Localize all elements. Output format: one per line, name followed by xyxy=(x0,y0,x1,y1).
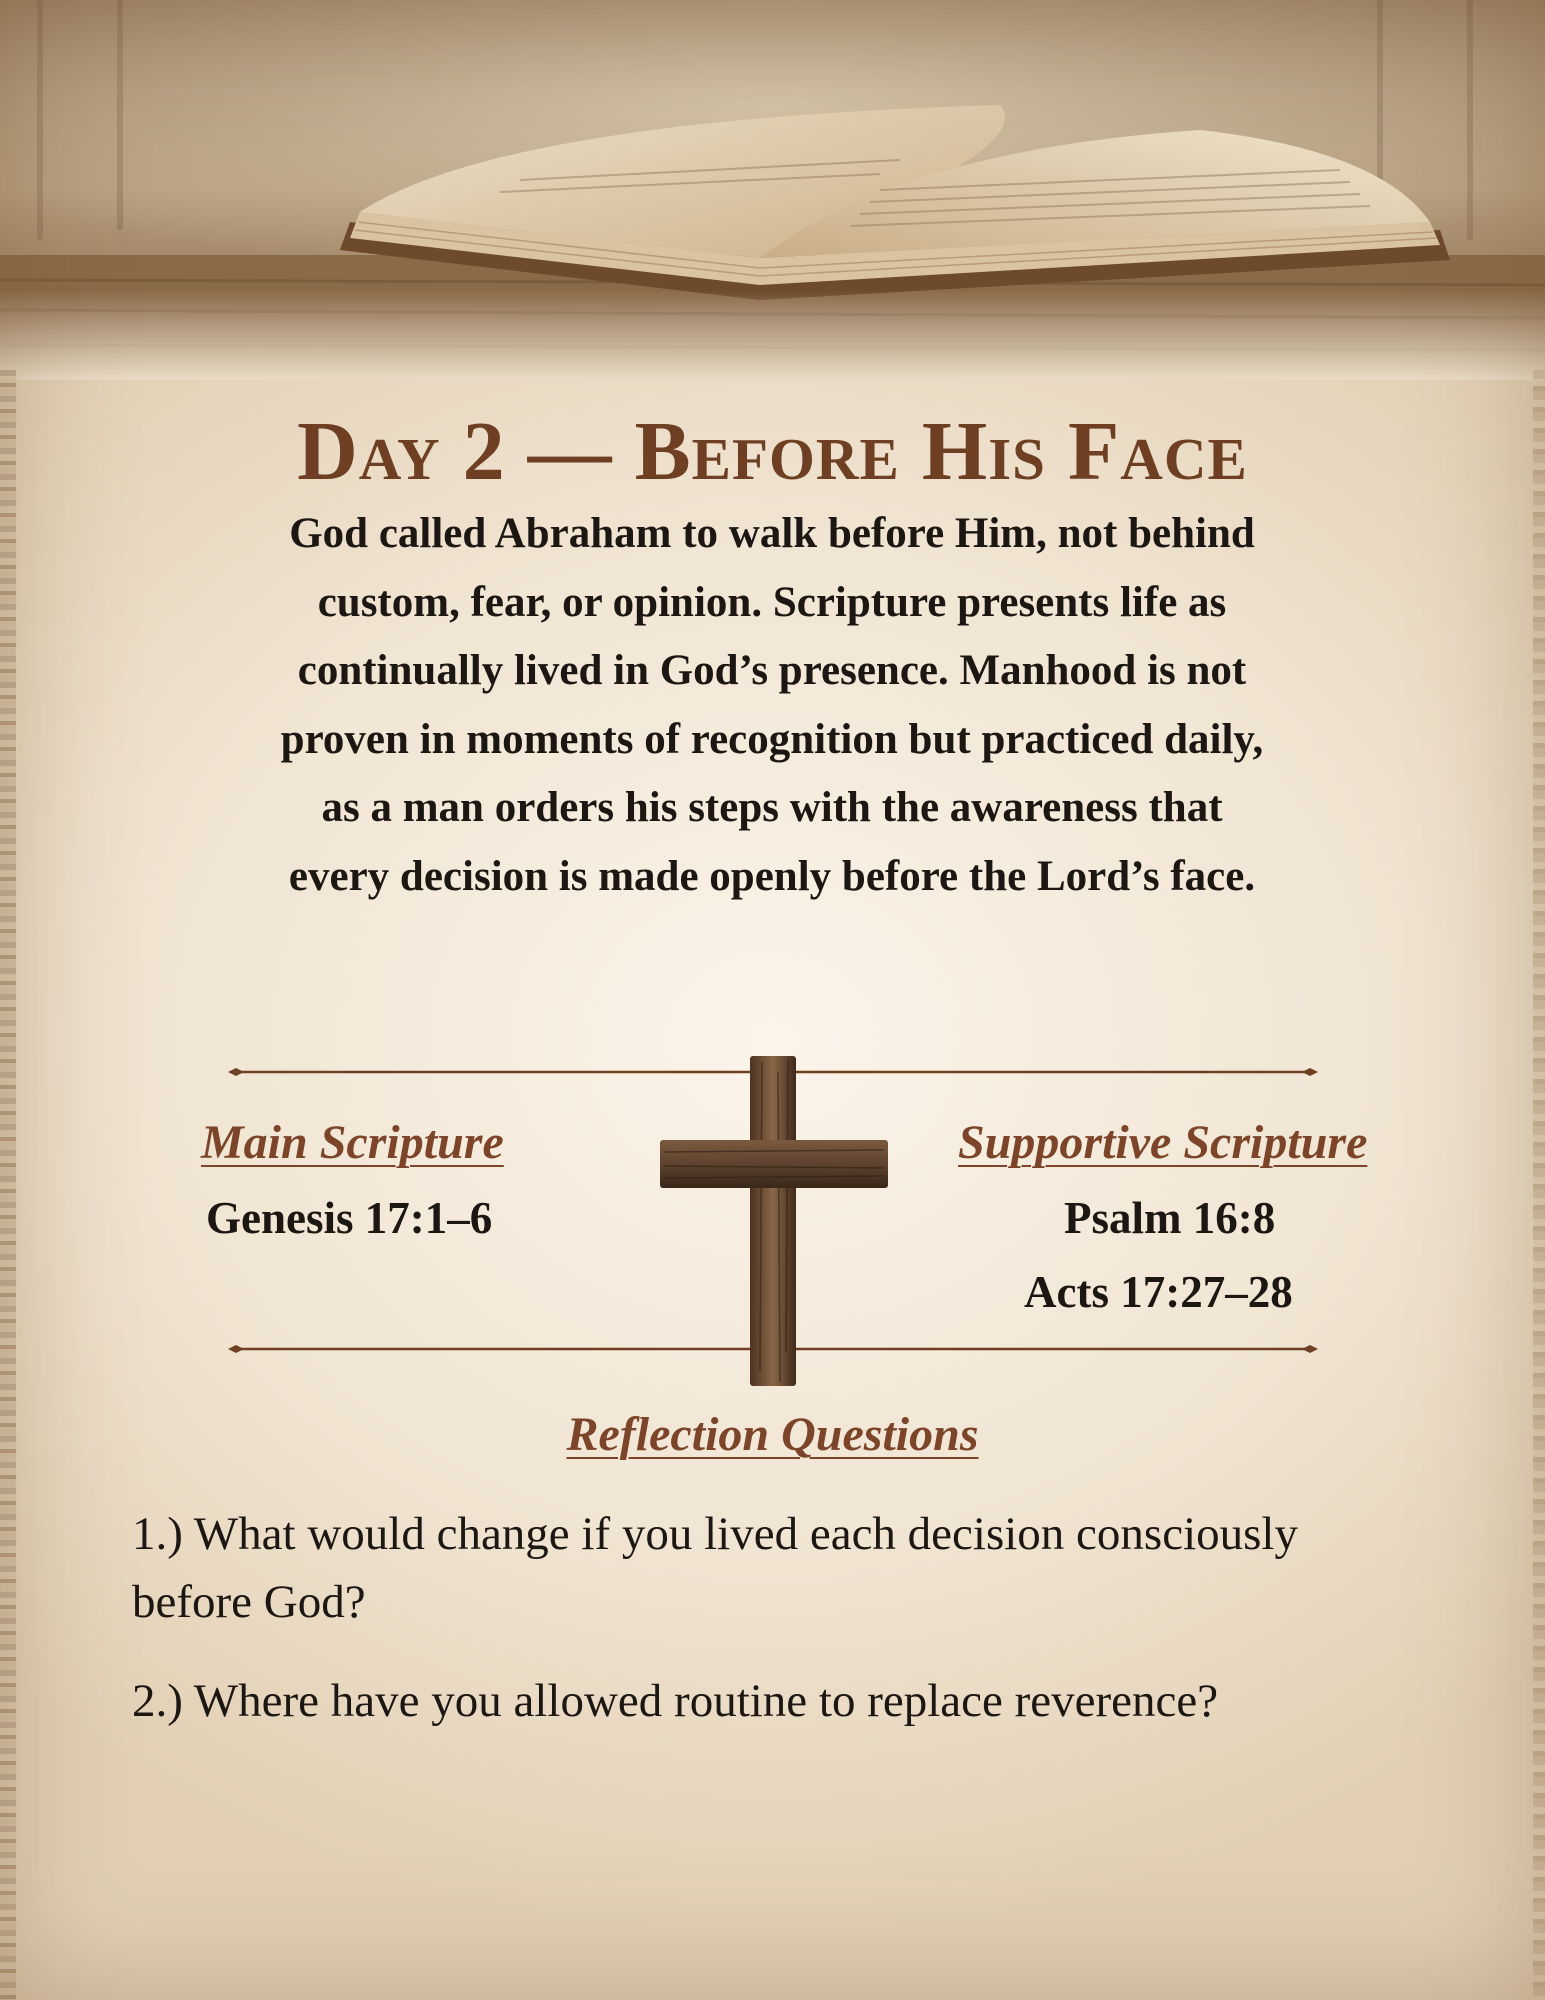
intro-paragraph: God called Abraham to walk before Him, not behind custom, fear, or opinion. Scripture presents life as continually lived in God’s presence. Manhood is not proven in moments of recognition but practiced daily, as a man orders his steps with the awareness that every decision is made openly before the Lord’s face. xyxy=(280,510,1264,900)
torn-left-edge xyxy=(0,370,16,2000)
supportive-scripture-reference: Acts 17:27–28 xyxy=(1024,1267,1293,1317)
page-title: Day 2 — Before His Face xyxy=(297,405,1248,498)
reflection-question: 2.) Where have you allowed routine to replace reverence? xyxy=(132,1675,1219,1727)
open-bible-image xyxy=(0,0,1545,380)
reflection-question: 1.) What would change if you lived each decision consciously before God? xyxy=(132,1508,1298,1628)
wooden-cross-icon xyxy=(658,1052,890,1387)
supportive-scripture-heading: Supportive Scripture xyxy=(958,1116,1368,1169)
supportive-scripture-reference: Psalm 16:8 xyxy=(1064,1193,1276,1243)
reflection-questions-heading: Reflection Questions xyxy=(566,1408,979,1461)
torn-right-edge xyxy=(1533,370,1545,2000)
main-scripture-reference: Genesis 17:1–6 xyxy=(206,1193,493,1243)
main-scripture-heading: Main Scripture xyxy=(201,1116,504,1169)
